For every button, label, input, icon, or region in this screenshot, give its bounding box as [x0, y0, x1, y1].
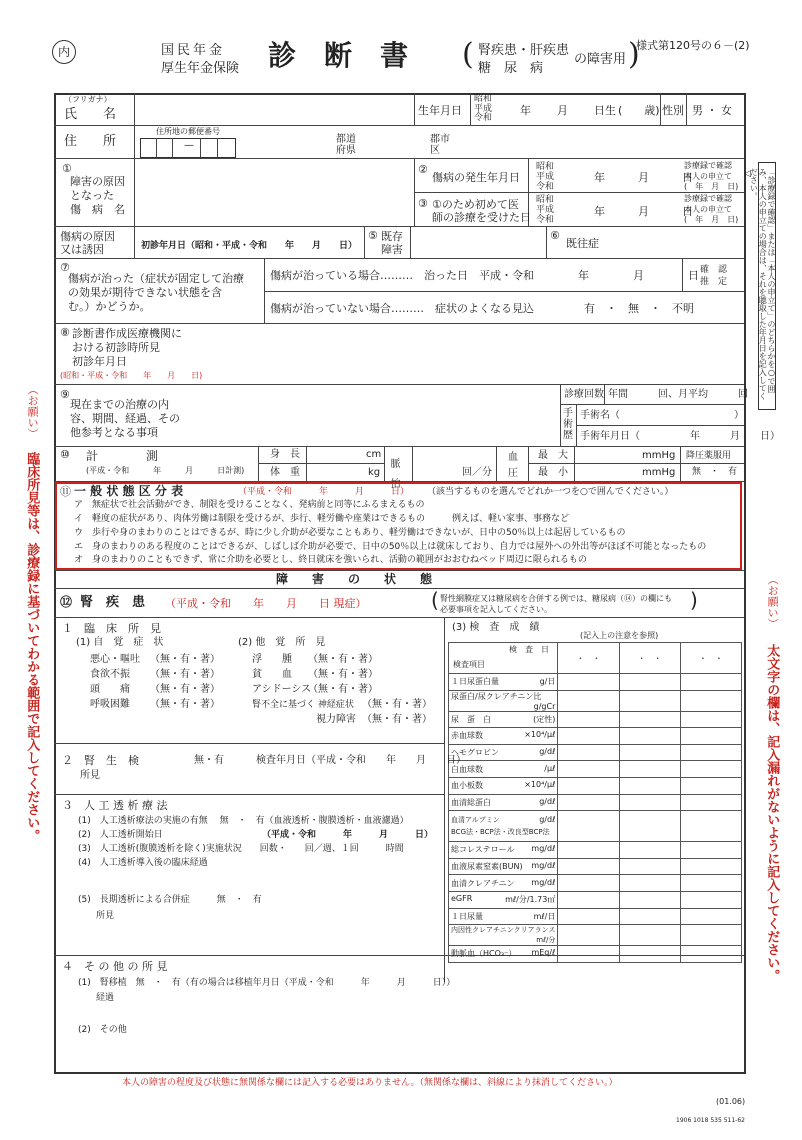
- existing-illness-label: 既往症: [566, 237, 599, 250]
- other-title: ４ そ の 他 の 所 見: [62, 960, 168, 973]
- inner-mark: 内: [52, 40, 76, 64]
- subj-item-label: 悪心・嘔吐: [90, 654, 140, 665]
- s7-num: ⑦: [60, 261, 70, 274]
- lab-date-label: 検 査 日: [509, 645, 549, 654]
- s8-text: 診断書作成医療機関に おける初診時所見 初診年月日: [72, 327, 182, 368]
- onset-ymd[interactable]: 年 月 日: [594, 171, 693, 184]
- first-visit-confirm[interactable]: 診療録で確認: [684, 194, 732, 203]
- not-cured-label: 傷病が治っていない場合……… 症状のよくなる見込: [270, 302, 534, 315]
- subj-item-label: 頭 痛: [90, 684, 130, 695]
- furigana-label: （フリガナ）: [64, 95, 112, 104]
- subj-item-value[interactable]: （無・有・著）: [150, 684, 220, 695]
- biopsy-title: ２ 腎 生 検: [62, 754, 139, 767]
- first-visit-eras: 昭和 平成 令和: [536, 195, 555, 225]
- s11-num: ⑪: [60, 485, 71, 498]
- lab-item-label: 検査項目: [453, 660, 485, 669]
- form-title: 診 断 書: [268, 39, 409, 72]
- subjective-title: (1) 自 覚 症 状: [76, 637, 164, 648]
- dialysis-findings-label: 所見: [96, 911, 115, 921]
- name-field[interactable]: [136, 95, 412, 124]
- status-option-o[interactable]: オ 身のまわりのこともできず、常に介助を必要とし、終日就床を強いられ、活動の範囲がおおむねベッド周辺に限られるもの: [74, 555, 587, 565]
- postal-label: 住所地の郵便番号: [156, 127, 220, 136]
- biopsy-options[interactable]: 無・有: [194, 755, 224, 766]
- dob-eras: 昭和 平成 令和: [474, 94, 493, 123]
- height-label: 身 長: [270, 449, 300, 460]
- sex-label: 性別: [662, 104, 684, 117]
- status-option-i[interactable]: イ 軽度の症状があり、肉体労働は制限を受けるが、歩行、軽労働や座業はできるもの 例えば、軽い家事、事務など: [74, 514, 570, 524]
- lab-row: １日尿蛋白量 g/日: [449, 674, 742, 691]
- obj-item-label: アシドーシス: [252, 684, 312, 695]
- onset-self-report[interactable]: 本人の申立て: [684, 172, 732, 181]
- lab-row: 血清総蛋白 g/dℓ: [449, 794, 742, 811]
- general-status-title: 一 般 状 態 区 分 表: [74, 484, 184, 498]
- disability-note: 腎性網膜症又は糖尿病を合併する例では、糖尿病（⑭）の欄にも 必要事項を記入してください。: [440, 594, 672, 614]
- lab-row: 血液尿素窒素(BUN) mg/dℓ: [449, 858, 742, 875]
- status-option-e[interactable]: エ 身のまわりのある程度のことはできるが、しばしば介助が必要で、日中の50％以上は就床しており、自力では屋外への外出等がほぼ不可能となったもの: [74, 542, 707, 552]
- subtitle-paren-close: ): [628, 37, 640, 72]
- dialysis-title: ３ 人 工 透 析 療 法: [62, 799, 168, 812]
- right-side-heading: （お願い）: [766, 574, 780, 629]
- lab-header-cell: [449, 643, 558, 674]
- first-visit-report-date: ( 年 月 日): [684, 215, 739, 224]
- subj-item-label: 食欲不振: [90, 669, 130, 680]
- weight-label: 体 重: [270, 467, 300, 478]
- s10-num: ⑩: [60, 448, 70, 461]
- s9-text: 現在までの治療の内 容、期間、経過、その 他参考となる事項: [70, 398, 180, 439]
- objective-title: (2) 他 覚 所 見: [238, 637, 326, 648]
- dob-year: 年: [520, 104, 531, 117]
- dob-day: 日生: [594, 104, 616, 117]
- cause-label: 傷病の原因 又は誘因: [60, 230, 115, 256]
- dialysis-complication[interactable]: (5) 長期透析による合併症 無 ・ 有: [78, 895, 262, 905]
- cured-ymd[interactable]: 年 月 日: [578, 269, 699, 282]
- note-brace-open: (: [431, 588, 439, 612]
- right-side-note: 太文字の欄は、記入漏れがないように記入してください。: [764, 644, 780, 982]
- measure-date[interactable]: (平成・令和 年 月 日計測): [86, 466, 245, 475]
- footer-note: 本人の障害の程度及び状態に無関係な欄には記入する必要はありません。（無関係な欄は、斜線により抹消してください。）: [122, 1078, 618, 1088]
- bp-label: 血 圧: [508, 452, 518, 479]
- cured-confirm[interactable]: 確 認 推 定: [700, 265, 728, 287]
- left-side-heading: （お願い）: [26, 384, 40, 439]
- onset-label: 傷病の発生年月日: [432, 171, 520, 184]
- transplant-item[interactable]: (1) 腎移植 無 ・ 有（有の場合は移植年月日（平成・令和 年 月 日））: [78, 978, 456, 988]
- biopsy-date[interactable]: 検査年月日（平成・令和 年 月 日）: [256, 755, 466, 766]
- subtitle-2: 糖 尿 病: [478, 61, 544, 76]
- lab-row: １日尿量 mℓ/日: [449, 908, 742, 925]
- dialysis-item-4: (4) 人工透析導入後の臨床経過: [78, 858, 208, 868]
- s7-text: 傷病が治った（症状が固定して治療 の効果が期待できない状態を含 む。）かどうか。: [68, 272, 244, 313]
- first-visit-label: ①のため初めて医 師の診療を受けた日: [432, 198, 531, 224]
- lab-row: 赤血球数 ×10⁴/μℓ: [449, 728, 742, 745]
- address-label: 住 所: [64, 134, 117, 149]
- lab-date-col[interactable]: ・ ・: [619, 643, 680, 674]
- dob-label: 生年月日: [418, 104, 462, 117]
- bp-min-unit: mmHg: [642, 467, 676, 478]
- subj-item-value[interactable]: （無・有・著）: [150, 654, 220, 665]
- s2-num: ②: [418, 163, 428, 176]
- pulse-label: 脈 拍: [388, 458, 399, 488]
- clinical-title: １ 臨 床 所 見: [62, 622, 161, 635]
- form-number: 様式第120号の６－(2): [636, 39, 750, 52]
- obj-item-label: 視力障害: [316, 714, 356, 725]
- first-visit-ymd[interactable]: 年 月 日: [594, 205, 693, 218]
- s1-label: 障害の原因 となった 傷 病 名: [70, 175, 125, 216]
- disability-heading: 障 害 の 状 態: [276, 572, 433, 586]
- side-note-arrow: ◁: [744, 169, 751, 179]
- s6-num: ⑥: [550, 229, 560, 242]
- status-option-a[interactable]: ア 無症状で社会活動ができ、制限を受けることなく、発病前と同等にふるまえるもの: [74, 500, 425, 510]
- sex-options[interactable]: 男 ・ 女: [692, 104, 732, 117]
- kidney-label: 腎 疾 患: [80, 595, 146, 610]
- lab-row: 尿 蛋 白 (定性): [449, 711, 742, 728]
- first-visit-self-report[interactable]: 本人の申立て: [684, 205, 732, 214]
- weight-unit: kg: [368, 467, 381, 478]
- pref-label: 都道 府県: [336, 134, 356, 156]
- lab-table: [448, 642, 742, 963]
- postal-dash: —: [184, 140, 194, 151]
- kidney-date[interactable]: （平成・令和 年 月 日 現症）: [165, 597, 367, 610]
- subtitle-3: の障害用: [574, 52, 627, 67]
- s8-date[interactable]: (昭和・平成・令和 年 月 日): [60, 371, 203, 380]
- obj-item-value[interactable]: （無・有・著）: [362, 714, 432, 725]
- s3-num: ③: [418, 197, 428, 210]
- bp-med-options[interactable]: 無 ・ 有: [692, 467, 738, 477]
- obj-item-label: 腎不全に基づく 神経症状: [252, 700, 354, 710]
- footer-code: 1906 1018 535 511-62: [676, 1117, 745, 1124]
- lab-row: 動脈血（HCO₃⁻） mEq/ℓ: [449, 946, 742, 963]
- transplant-course: 経過: [96, 993, 115, 1003]
- dialysis-item-1[interactable]: (1) 人工透析療法の実施の有無 無 ・ 有（血液透析・腹膜透析・血液濾過）: [78, 816, 409, 826]
- measure-label: 計 測: [86, 449, 159, 463]
- subtitle-paren-open: (: [462, 37, 474, 72]
- recovery-outlook-options[interactable]: 有 ・ 無 ・ 不明: [584, 302, 694, 315]
- cured-label: 傷病が治っている場合……… 治った日 平成・令和: [270, 269, 534, 282]
- subj-item-value[interactable]: （無・有・著）: [150, 669, 220, 680]
- surgery-history-label: 手 術 歴: [563, 408, 573, 441]
- status-option-u[interactable]: ウ 歩行や身のまわりのことはできるが、時に少し介助が必要なこともあり、軽労働はできないが、日中の50％以上は起居しているもの: [74, 528, 626, 538]
- dialysis-item-2: (2) 人工透析開始日: [78, 830, 163, 840]
- s1-num: ①: [62, 162, 72, 175]
- lab-row: 血清クレアチニン mg/dℓ: [449, 875, 742, 892]
- lab-row: eGFR mℓ/分/1.73㎡: [449, 891, 742, 908]
- existing-disability-label: 既存 障害: [381, 230, 403, 256]
- other-item[interactable]: (2) その他: [78, 1025, 127, 1035]
- obj-item-value[interactable]: （無・有・著）: [308, 654, 378, 665]
- onset-confirm[interactable]: 診療録で確認: [684, 161, 732, 170]
- lab-note: (記入上の注意を参照): [580, 631, 659, 640]
- surgery-date[interactable]: 手術年月日（ 年 月 日）: [580, 431, 780, 442]
- biopsy-findings-label: 所見: [80, 770, 100, 781]
- bp-max-label: 最 大: [538, 450, 568, 461]
- initial-findings-field[interactable]: [200, 326, 740, 382]
- s8-num: ⑧: [60, 326, 70, 339]
- name-label: 氏 名: [64, 107, 117, 122]
- org-name-2: 厚生年金保険: [161, 61, 240, 76]
- age-field[interactable]: ( 歳): [618, 104, 660, 117]
- s9-num: ⑨: [60, 388, 70, 401]
- lab-date-col[interactable]: ・ ・: [680, 643, 741, 674]
- onset-eras: 昭和 平成 令和: [536, 162, 555, 192]
- visit-count-label: 診療回数: [564, 389, 604, 400]
- note-brace-close: ): [690, 588, 698, 612]
- bp-min-label: 最 小: [538, 467, 568, 478]
- subtitle-1: 腎疾患・肝疾患: [478, 43, 570, 58]
- visit-count-value[interactable]: 年間 回、月平均 回: [608, 389, 748, 400]
- lab-title: (3) 検 査 成 績: [452, 622, 540, 633]
- lab-row: ヘモグロビン g/dℓ: [449, 744, 742, 761]
- dob-month: 月: [557, 104, 568, 117]
- footer-version: (01.06): [716, 1097, 746, 1106]
- side-note: 「診療録で確認」または「本人の申立て」のどちらかを○で囲み、本人の申立ての場合は、それを聴取した年月日を記入してください。: [749, 168, 776, 400]
- surgery-name[interactable]: 手術名（: [580, 410, 620, 421]
- s12-num: ⑫: [60, 595, 73, 609]
- bp-med-label: 降圧薬服用: [686, 451, 732, 461]
- disease-name-field[interactable]: [136, 160, 412, 224]
- surgery-name-close: ）: [734, 410, 744, 421]
- lab-row: 白血球数 /μℓ: [449, 761, 742, 778]
- lab-row: g/dℓ 血清アルブミン BCG法・BCP法・改良型BCP法: [449, 811, 742, 842]
- lab-row: 血小板数 ×10⁴/μℓ: [449, 777, 742, 794]
- s5-num: ⑤: [368, 229, 378, 242]
- obj-item-value[interactable]: （無・有・著）: [308, 684, 378, 695]
- subj-item-value[interactable]: （無・有・著）: [150, 699, 220, 710]
- general-status-date[interactable]: （平成・令和 年 月 日）: [238, 487, 410, 497]
- org-name-1: 国民年金: [161, 43, 226, 58]
- dialysis-item-3[interactable]: (3) 人工透析(腹膜透析を除く)実施状況 回数・ 回／週、１回 時間: [78, 844, 404, 854]
- obj-item-value[interactable]: （無・有・著）: [308, 669, 378, 680]
- lab-row: 総コレステロール mg/dℓ: [449, 842, 742, 859]
- lab-date-col[interactable]: ・ ・: [558, 643, 619, 674]
- obj-item-label: 浮 腫: [252, 654, 292, 665]
- onset-report-date: ( 年 月 日): [684, 182, 739, 191]
- city-label: 郡市 区: [430, 134, 450, 156]
- height-unit: cm: [366, 449, 382, 460]
- obj-item-value[interactable]: （無・有・著）: [362, 699, 432, 710]
- lab-row: 内因性クレアチニンクリアランス mℓ/分: [449, 925, 742, 946]
- obj-item-label: 貧 血: [252, 669, 292, 680]
- first-consult-date[interactable]: 初診年月日（昭和・平成・令和 年 月 日）: [141, 241, 358, 251]
- general-status-note: （該当するものを選んでどれか一つを○で囲んでください。）: [427, 487, 674, 497]
- subj-item-label: 呼吸困難: [90, 699, 130, 710]
- left-side-note: 臨床所見等は、診療録に基づいてわかる範囲で記入してください。: [24, 452, 40, 842]
- pulse-unit: 回／分: [462, 467, 492, 478]
- dialysis-start-date[interactable]: （平成・令和 年 月 日）: [262, 830, 434, 840]
- bp-max-unit: mmHg: [642, 450, 676, 461]
- lab-row: 尿蛋白/尿クレアチニン比 g/gCr: [449, 690, 742, 711]
